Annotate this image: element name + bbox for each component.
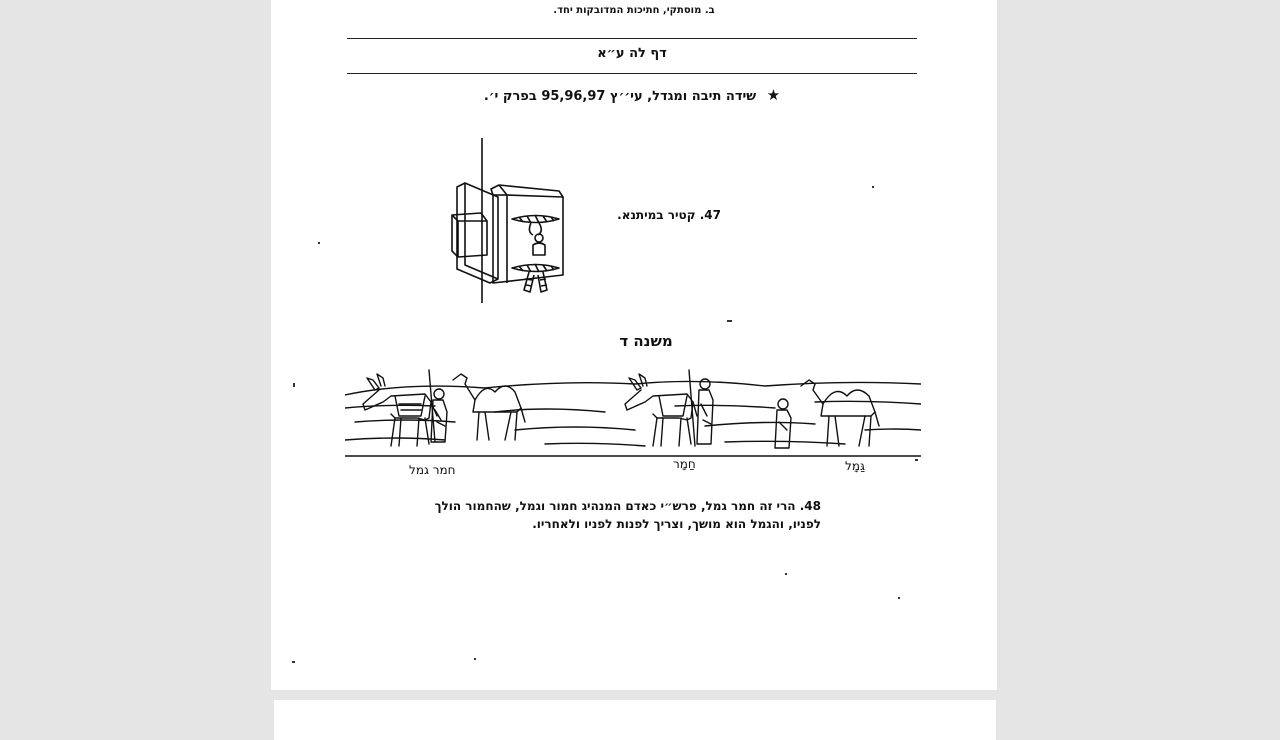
daf-title: דף לה ע״א [597,46,667,61]
section-heading: משנה ד [619,332,673,350]
figure-47-text: קטיר במיתנא. [617,208,696,222]
next-page-edge [274,700,996,740]
scan-speck [898,597,900,599]
scan-speck [292,661,295,663]
scan-speck [727,320,732,322]
label-camel: גַּמָל [845,459,865,473]
figure-47-caption [601,208,721,222]
label-donkey-camel: חמר גמל [409,463,456,477]
reference-text: שידה תיבה ומגדל, עי׳׳ץ 95,96,97 בפרק י׳. [483,89,757,104]
scan-speck [915,459,918,461]
box-rope-illustration [441,135,601,307]
scan-speck [474,658,476,660]
scan-speck [872,186,874,188]
figure-48-caption-line-1 [421,497,821,515]
figure-48-caption [421,497,821,533]
reference-line [347,86,917,104]
scan-speck [318,242,320,244]
star-icon: ★ [766,86,781,104]
scan-speck [785,573,787,575]
figure-48-text-2: לפניו, והגמל הוא מושך, וצריך לפנות לפניו ולאחריו. [532,517,821,531]
scan-speck [293,383,295,387]
figure-48-number: 48. [799,499,821,513]
figure-47-number: 47. [699,208,721,222]
donkey-camel-illustration [345,360,921,470]
scanned-page [271,0,997,690]
header-rule-bottom [347,73,917,74]
label-donkey: חַמָר [673,457,696,471]
header-rule-top [347,38,917,39]
figure-48-text-1: הרי זה חמר גמל, פרש״י כאדם המנהיג חמור וגמל, שהחמור הולך [434,499,796,513]
running-header: ב. מוסתקי, חתיכות המדובקות יחד. [553,5,715,16]
